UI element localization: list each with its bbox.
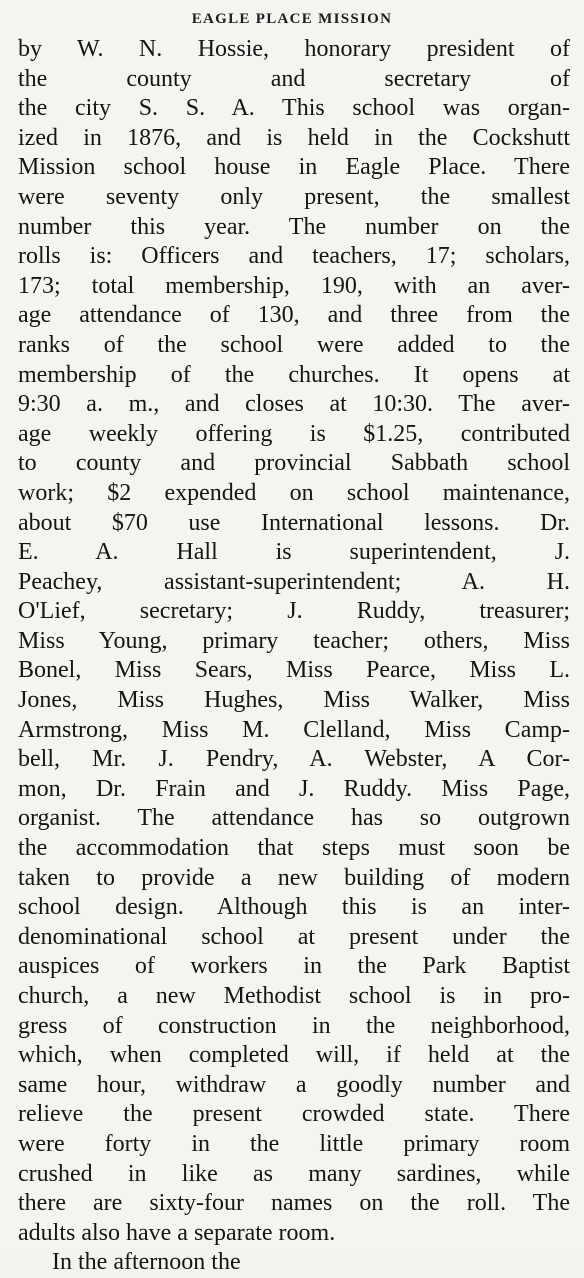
article-line: auspices of workers in the Park Baptist [18,953,570,980]
article-line: denominational school at present under the [18,923,570,950]
article-line: Mission school house in Eagle Place. There [18,154,570,181]
article-line: In the afternoon the [52,1249,241,1276]
article-line: same hour, withdraw a goodly number and [18,1071,570,1098]
article-line: organist. The attendance has so outgrown [18,805,570,832]
article-line: number this year. The number on the [18,213,570,240]
article-line: church, a new Methodist school is in pro- [18,983,570,1009]
article-line: gress of construction in the neighborhood, [18,1012,570,1039]
article-line: were forty in the little primary room [18,1130,570,1157]
article-line: school design. Although this is an inter- [18,894,570,921]
article-line: E. A. Hall is superintendent, J. [18,539,570,566]
article-headline: EAGLE PLACE MISSION [191,11,393,27]
article-line: were seventy only present, the smallest [18,183,570,210]
article-line: adults also have a separate room. [18,1219,336,1246]
article-line: mon, Dr. Frain and J. Ruddy. Miss Page, [18,775,570,802]
article-line: work; $2 expended on school maintenance, [18,479,570,506]
article-line: relieve the present crowded state. There [18,1101,570,1128]
article-line: Armstrong, Miss M. Clelland, Miss Camp- [18,716,570,743]
article-line: 173; total membership, 190, with an aver- [18,272,570,299]
article-line: the county and secretary of [18,65,570,92]
article-line: age weekly offering is $1.25, contributed [18,420,570,447]
article-line: to county and provincial Sabbath school [18,450,570,477]
article-line: age attendance of 130, and three from the [18,302,570,329]
article-line: which, when completed will, if held at the [18,1042,570,1069]
article-body [18,35,570,1278]
article-line: ranks of the school were added to the [18,331,570,358]
article-line: Peachey, assistant-superintendent; A. H. [18,568,570,595]
article-line: Miss Young, primary teacher; others, Miss [18,627,570,654]
article-line: there are sixty-four names on the roll. The [18,1190,570,1217]
article-line: about $70 use International lessons. Dr. [18,509,570,536]
article-line: 9:30 a. m., and closes at 10:30. The aver- [18,391,570,418]
article-line: Bonel, Miss Sears, Miss Pearce, Miss L. [18,657,570,684]
article-line: the city S. S. A. This school was organ- [18,95,570,122]
article-line: bell, Mr. J. Pendry, A. Webster, A Cor- [18,746,570,773]
article-line: the accommodation that steps must soon be [18,835,570,862]
article-line: by W. N. Hossie, honorary president of [18,36,570,62]
article-line: membership of the churches. It opens at [18,361,570,388]
article-line: taken to provide a new building of modern [18,864,570,891]
article-line: O'Lief, secretary; J. Ruddy, treasurer; [18,598,570,625]
article-line: Jones, Miss Hughes, Miss Walker, Miss [18,687,570,714]
article-line: rolls is: Officers and teachers, 17; scholars, [18,243,570,270]
article-line: ized in 1876, and is held in the Cockshutt [18,124,570,151]
article-line: crushed in like as many sardines, while [18,1160,570,1187]
